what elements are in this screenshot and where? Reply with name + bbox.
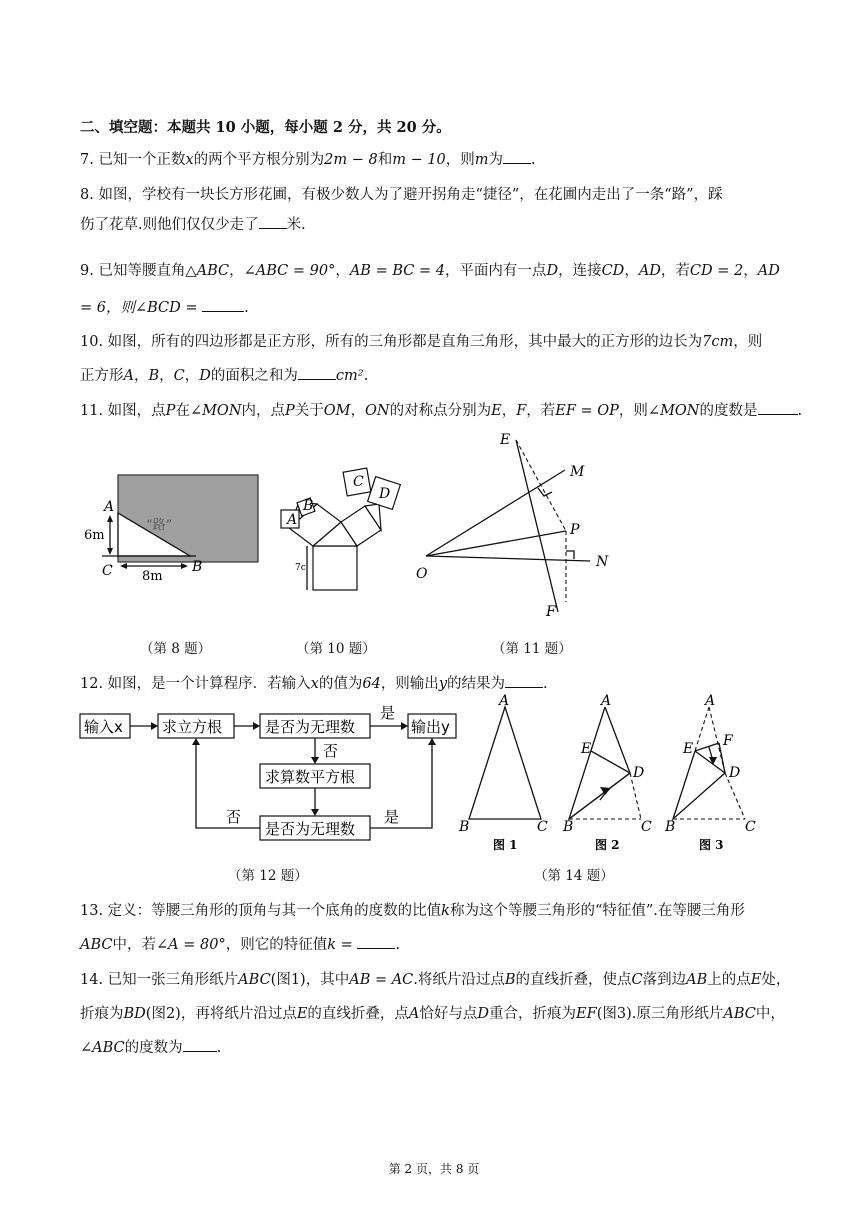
fig14-2-b: B [563, 819, 574, 835]
question-12: 12. 如图，是一个计算程序．若输入x的值为64，则输出y的结果为 . [80, 676, 548, 692]
fig14-2-c: C [641, 819, 652, 835]
fig11-label-o: O [416, 566, 428, 582]
question-13-line1: 13. 定义：等腰三角形的顶角与其一个底角的度数的比值k称为这个等腰三角形的“特征值”.在等腰三角形 [80, 903, 745, 919]
question-9-line2: = 6，则∠BCD = . [80, 300, 249, 316]
figure-10 [275, 462, 415, 597]
question-8-line1: 8. 如图，学校有一块长方形花圃，有极少数人为了避开拐角走“捷径”，在花圃内走出了一条“路”，踩 [80, 187, 723, 203]
fig11-label-e: E [500, 432, 511, 448]
fig14-title-2: 图 2 [595, 838, 620, 852]
question-14-line3: ∠ABC的度数为 . [80, 1040, 222, 1056]
question-11: 11. 如图，点P在∠MON内，点P关于OM，ON的对称点分别为E，F，若EF = OP，则∠MON的度数是 . [80, 403, 803, 419]
flow-yes-2: 是 [384, 808, 400, 826]
fig10-side-label: 7c [295, 563, 306, 573]
flow-yes-1: 是 [380, 704, 396, 722]
fig8-label-c: C [102, 563, 113, 579]
answer-blank[interactable] [357, 936, 395, 949]
fig8-label-b: B [192, 559, 203, 575]
flow-no-1: 否 [323, 742, 339, 760]
fig8-height-label: 6m [84, 528, 105, 543]
figure-8 [80, 465, 270, 585]
fig14-3-c: C [745, 819, 756, 835]
answer-blank[interactable] [298, 367, 336, 380]
fig14-title-3: 图 3 [699, 838, 724, 852]
fig14-1-b: B [459, 819, 470, 835]
caption-fig14: （第 14 题） [534, 868, 614, 884]
caption-fig11: （第 11 题） [492, 641, 572, 657]
page-footer: 第 2 页，共 8 页 [388, 1162, 480, 1176]
figure-11 [410, 430, 620, 620]
fig14-3-d: D [729, 765, 741, 781]
fig14-2-d: D [633, 765, 645, 781]
flow-irr1-text: 是否为无理数 [265, 718, 356, 736]
answer-blank[interactable] [202, 299, 244, 312]
answer-blank[interactable] [503, 151, 531, 164]
ray-on [426, 556, 590, 561]
flow-cube-text: 求立方根 [162, 718, 223, 736]
question-10-line2: 正方形A，B，C，D的面积之和为 cm². [80, 368, 369, 384]
question-13-line2: ABC中，若∠A = 80°，则它的特征值k = . [80, 937, 400, 953]
fig14-title-1: 图 1 [493, 838, 518, 852]
fig11-label-n: N [596, 554, 609, 570]
fig14-3-b: B [665, 819, 676, 835]
fig14-1-c: C [537, 819, 548, 835]
question-10-line1: 10. 如图，所有的四边形都是正方形，所有的三角形都是直角三角形，其中最大的正方形的边长为7cm，则 [80, 334, 763, 350]
fig11-label-p: P [570, 522, 580, 538]
caption-fig8: （第 8 题） [140, 641, 212, 657]
caption-fig10: （第 10 题） [296, 641, 376, 657]
question-14-line1: 14. 已知一张三角形纸片ABC(图1)，其中AB = AC.将纸片沿过点B的直线折叠，使点C落到边AB上的点E处， [80, 972, 791, 988]
fig14-3-a: A [705, 693, 716, 709]
caption-fig12: （第 12 题） [228, 868, 308, 884]
answer-blank[interactable] [183, 1039, 217, 1052]
fig14-3-f: F [723, 733, 733, 749]
fig14-triangle-1 [469, 707, 541, 819]
fig8-label-a: A [104, 499, 115, 515]
flow-irr2-text: 是否为无理数 [265, 820, 356, 838]
fig14-2-e: E [581, 741, 592, 757]
segment-ef [516, 440, 558, 612]
fig14-1-a: A [499, 693, 510, 709]
flow-sqrt-text: 求算数平方根 [265, 768, 356, 786]
fig8-road-label: “路” [146, 518, 173, 533]
question-9-line1: 9. 已知等腰直角△ABC，∠ABC = 90°，AB = BC = 4，平面内有一点D，连接CD，AD，若CD = 2，AD [80, 263, 780, 279]
fig14-2-a: A [601, 693, 612, 709]
fig11-label-f: F [546, 604, 556, 620]
section-title: 二、填空题：本题共 10 小题，每小题 2 分，共 20 分。 [80, 119, 451, 136]
fig11-label-m: M [570, 464, 585, 480]
fig10-label-a: A [287, 512, 298, 528]
fig10-label-d: D [379, 486, 391, 502]
flowchart [78, 700, 463, 840]
question-7: 7. 已知一个正数x的两个平方根分别为2m − 8和m − 10，则m为 . [80, 152, 536, 168]
flow-input-text: 输入x [84, 718, 123, 736]
question-8-line2: 伤了花草.则他们仅仅少走了 米. [80, 217, 306, 233]
fig10-label-b: B [303, 498, 314, 514]
fig8-width-label: 8m [142, 569, 163, 584]
flow-no-2: 否 [226, 808, 242, 826]
fig10-label-c: C [353, 474, 364, 490]
answer-blank[interactable] [758, 402, 798, 415]
answer-blank[interactable] [505, 675, 543, 688]
answer-blank[interactable] [259, 216, 287, 229]
fig14-3-e: E [683, 741, 694, 757]
question-14-line2: 折痕为BD(图2)，再将纸片沿过点E的直线折叠，点A恰好与点D重合，折痕为EF(图3).原三角形纸片ABC中， [80, 1006, 785, 1022]
figure-14 [455, 695, 765, 855]
largest-square [313, 546, 357, 590]
flow-output-text: 输出y [411, 718, 450, 736]
